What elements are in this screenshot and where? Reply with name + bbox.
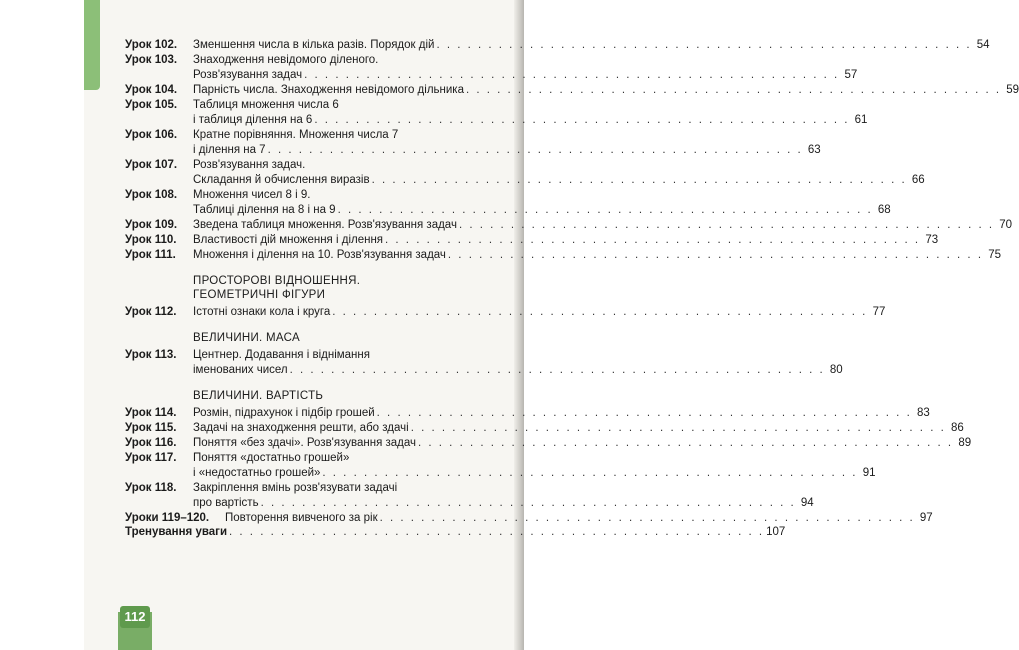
- leader-dots: . . . . . . . . . . . . . . . . . . . . . . . . . . . . . . . . . . . . . . . . . . . . . . . . . . . .: [465, 84, 1002, 96]
- toc-entry: [125, 233, 939, 248]
- lesson-page: 57: [844, 69, 858, 81]
- lesson-page: 63: [807, 144, 821, 156]
- lesson-number: [125, 348, 193, 378]
- lesson-label: Урок: [125, 452, 152, 464]
- leader-dots: . . . . . . . . . . . . . . . . . . . . . . . . . . . . . . . . . . . . . . . . . . . . . . . . . . . .: [447, 249, 984, 261]
- toc-entry: [125, 406, 930, 421]
- lesson-num: 103.: [154, 54, 178, 66]
- lesson-page: 80: [829, 364, 843, 376]
- lesson-label: Урок: [125, 422, 152, 434]
- section-heading: [193, 389, 508, 403]
- toc-entry: [125, 348, 843, 378]
- lesson-num: 116.: [154, 437, 177, 449]
- lesson-num: 113.: [154, 349, 177, 361]
- toc-entry: [125, 218, 1013, 233]
- lesson-label: Урок: [125, 306, 152, 318]
- lesson-number: [125, 158, 193, 188]
- lesson-number: [125, 406, 193, 421]
- lesson-number: [125, 128, 193, 158]
- lesson-page: 70: [999, 219, 1013, 231]
- lesson-page: 77: [872, 306, 886, 318]
- lesson-page: 54: [976, 39, 990, 51]
- lesson-number: [125, 53, 193, 83]
- lesson-label: Урок: [125, 159, 152, 171]
- leader-dots: . . . . . . . . . . . . . . . . . . . . . . . . . . . . . . . . . . . . . . . . . . . . . . . . . . . .: [304, 69, 840, 81]
- lesson-title: Розв'язування задач.: [193, 159, 306, 171]
- toc-entry: [125, 188, 891, 218]
- section-heading: [193, 331, 508, 345]
- lesson-page: 97: [919, 512, 933, 524]
- section-heading-line: ВЕЛИЧИНИ. МАСА: [193, 332, 300, 344]
- lesson-page: 73: [925, 234, 939, 246]
- lesson-number: [125, 248, 193, 263]
- lesson-title: Розмін, підрахунок і підбір грошей: [193, 407, 375, 419]
- lesson-page: 83: [916, 407, 930, 419]
- lesson-number: [125, 305, 193, 320]
- lesson-num: 107.: [154, 159, 178, 171]
- lesson-label: Урок: [125, 234, 152, 246]
- lesson-title: Закріплення вмінь розв'язувати задачі: [193, 482, 398, 494]
- lesson-title: і таблиця ділення на 6: [193, 114, 313, 126]
- lesson-title: Поняття «достатньо грошей»: [193, 452, 350, 464]
- leader-dots: . . . . . . . . . . . . . . . . . . . . . . . . . . . . . . . . . . . . . . . . . . . . . . . . . . . .: [322, 467, 858, 479]
- lesson-title: Істотні ознаки кола і круга: [193, 306, 331, 318]
- lesson-label: Урок: [125, 129, 152, 141]
- lesson-title: іменованих чисел: [193, 364, 288, 376]
- lesson-number: [125, 218, 193, 233]
- lesson-number: [125, 38, 193, 53]
- toc-entry: [125, 38, 990, 53]
- lesson-page: 94: [800, 497, 814, 509]
- leader-dots: . . . . . . . . . . . . . . . . . . . . . . . . . . . . . . . . . . . . . . . . . . . . . . . . . . . .: [260, 497, 796, 509]
- lesson-title: Розв'язування задач: [193, 69, 303, 81]
- leader-dots: . . . . . . . . . . . . . . . . . . . . . . . . . . . . . . . . . . . . . . . . . . . . . . . . . . . .: [337, 204, 873, 216]
- lesson-title: Таблиця множення числа 6: [193, 99, 339, 111]
- lesson-number: [125, 98, 193, 128]
- lesson-title: і ділення на 7: [193, 144, 266, 156]
- toc-entry: [125, 83, 1019, 98]
- toc-entry: [125, 481, 814, 511]
- lesson-page: 61: [854, 114, 868, 126]
- lesson-title: Таблиці ділення на 8 і на 9: [193, 204, 336, 216]
- lesson-num: 115.: [154, 422, 177, 434]
- lesson-title: Центнер. Додавання і віднімання: [193, 349, 370, 361]
- lesson-title: Властивості дій множення і ділення: [193, 234, 384, 246]
- lesson-page: 68: [877, 204, 891, 216]
- lesson-label: Урок: [125, 189, 152, 201]
- lesson-number: [125, 481, 193, 511]
- lesson-label: Урок: [125, 482, 152, 494]
- lesson-title: Множення чисел 8 і 9.: [193, 189, 311, 201]
- lesson-num: 114.: [154, 407, 177, 419]
- lesson-num: 105.: [154, 99, 178, 111]
- toc-entry: [125, 98, 868, 128]
- lesson-title: про вартість: [193, 497, 259, 509]
- green-margin-tab: [84, 0, 100, 90]
- table-of-contents: [125, 38, 1019, 526]
- lesson-number: [125, 188, 193, 218]
- lesson-page: 91: [862, 467, 876, 479]
- lesson-title: Повторення вивченого за рік: [225, 512, 378, 524]
- lesson-label: Урок: [125, 407, 152, 419]
- toc-entry: [125, 421, 964, 436]
- toc-entry: [125, 511, 933, 526]
- lesson-num: 102.: [154, 39, 178, 51]
- leader-dots: . . . . . . . . . . . . . . . . . . . . . . . . . . . . . . . . . . . . . . . . . . . . . . . . . . . .: [314, 114, 850, 126]
- lesson-title: Зведена таблиця множення. Розв'язування задач: [193, 219, 457, 231]
- leader-dots: . . . . . . . . . . . . . . . . . . . . . . . . . . . . . . . . . . . . . . . . . . . . . . . . . . . .: [371, 174, 907, 186]
- lesson-label: Урок: [125, 219, 152, 231]
- leader-dots: . . . . . . . . . . . . . . . . . . . . . . . . . . . . . . . . . . . . . . . . . . . . . . . . . . . .: [458, 219, 995, 231]
- lesson-number: [125, 436, 193, 451]
- lesson-num: 106.: [154, 129, 178, 141]
- lesson-title: Знаходження невідомого діленого.: [193, 54, 379, 66]
- lesson-title: і «недостатньо грошей»: [193, 467, 321, 479]
- lesson-page: 89: [958, 437, 972, 449]
- leader-dots: . . . . . . . . . . . . . . . . . . . . . . . . . . . . . . . . . . . . . . . . . . . . . . . . . . . .: [376, 407, 912, 419]
- lesson-number: [125, 451, 193, 481]
- lesson-title: Множення і ділення на 10. Розв'язування задач: [193, 249, 446, 261]
- lesson-num: 119–120.: [161, 512, 210, 524]
- leader-dots: . . . . . . . . . . . . . . . . . . . . . . . . . . . . . . . . . . . . . . . . . . . . . . . . . . . .: [289, 364, 825, 376]
- lesson-label: Урок: [125, 84, 152, 96]
- leader-dots: . . . . . . . . . . . . . . . . . . . . . . . . . . . . . . . . . . . . . . . . . . . . . . . . . . . .: [229, 526, 765, 538]
- page-number: 112: [120, 606, 150, 628]
- lesson-number: [125, 511, 225, 526]
- leader-dots: . . . . . . . . . . . . . . . . . . . . . . . . . . . . . . . . . . . . . . . . . . . . . . . . . . . .: [385, 234, 921, 246]
- lesson-num: 108.: [154, 189, 178, 201]
- section-heading-line: ПРОСТОРОВІ ВІДНОШЕННЯ.: [193, 275, 361, 287]
- leader-dots: . . . . . . . . . . . . . . . . . . . . . . . . . . . . . . . . . . . . . . . . . . . . . . . . . . . .: [379, 512, 915, 524]
- toc-entry: [125, 158, 925, 188]
- toc-entry: [125, 248, 1002, 263]
- lesson-page: 75: [988, 249, 1002, 261]
- lesson-label: Урок: [125, 349, 152, 361]
- lesson-num: 117.: [154, 452, 177, 464]
- lesson-label: Урок: [125, 99, 152, 111]
- leader-dots: . . . . . . . . . . . . . . . . . . . . . . . . . . . . . . . . . . . . . . . . . . . . . . . . . . . .: [332, 306, 868, 318]
- toc-entry: [125, 305, 886, 320]
- lesson-num: 111.: [154, 249, 176, 261]
- lesson-num: 110.: [154, 234, 177, 246]
- section-heading-line: ГЕОМЕТРИЧНІ ФІГУРИ: [193, 289, 326, 301]
- leader-dots: . . . . . . . . . . . . . . . . . . . . . . . . . . . . . . . . . . . . . . . . . . . . . . . . . . . .: [267, 144, 803, 156]
- lesson-num: 109.: [154, 219, 178, 231]
- toc-entry: [125, 128, 821, 158]
- toc-entry: [125, 451, 876, 481]
- lesson-number: [125, 83, 193, 98]
- lesson-label: Урок: [125, 437, 152, 449]
- lesson-title: Поняття «без здачі». Розв'язування задач: [193, 437, 417, 449]
- lesson-number: [125, 421, 193, 436]
- section-heading-line: ВЕЛИЧИНИ. ВАРТІСТЬ: [193, 390, 324, 402]
- lesson-label: Уроки: [125, 512, 159, 524]
- lesson-title: Кратне порівняння. Множення числа 7: [193, 129, 399, 141]
- lesson-page: 66: [911, 174, 925, 186]
- toc-entry: [125, 436, 972, 451]
- lesson-num: 104.: [154, 84, 178, 96]
- training-label: Тренування уваги: [125, 526, 228, 538]
- lesson-title: Задачі на знаходження решти, або здачі: [193, 422, 409, 434]
- lesson-label: Урок: [125, 249, 152, 261]
- lesson-page: 59: [1006, 84, 1019, 96]
- lesson-num: 112.: [154, 306, 177, 318]
- lesson-label: Урок: [125, 54, 152, 66]
- toc-training-entry: [125, 525, 786, 540]
- leader-dots: . . . . . . . . . . . . . . . . . . . . . . . . . . . . . . . . . . . . . . . . . . . . . . . . . . . .: [436, 39, 972, 51]
- section-heading: [193, 274, 508, 302]
- leader-dots: . . . . . . . . . . . . . . . . . . . . . . . . . . . . . . . . . . . . . . . . . . . . . . . . . . . .: [410, 422, 946, 434]
- leader-dots: . . . . . . . . . . . . . . . . . . . . . . . . . . . . . . . . . . . . . . . . . . . . . . . . . . . .: [418, 437, 954, 449]
- lesson-title: Складання й обчислення виразів: [193, 174, 370, 186]
- lesson-number: [125, 233, 193, 248]
- lesson-label: Урок: [125, 39, 152, 51]
- lesson-num: 118.: [154, 482, 177, 494]
- lesson-title: Парність числа. Знаходження невідомого дільника: [193, 84, 464, 96]
- lesson-title: Зменшення числа в кілька разів. Порядок дій: [193, 39, 435, 51]
- toc-entry: [125, 53, 858, 83]
- lesson-page: 86: [950, 422, 964, 434]
- training-page: 107: [766, 526, 786, 538]
